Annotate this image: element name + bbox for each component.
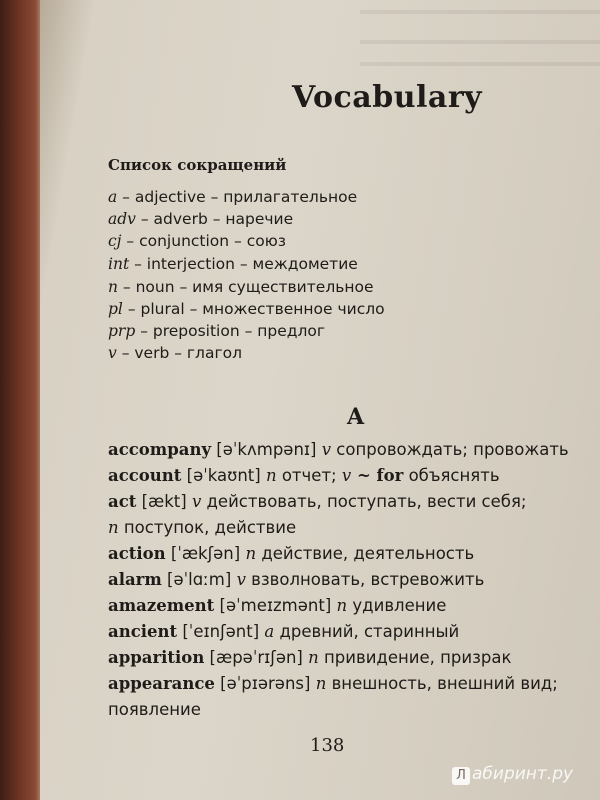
entry-meaning: удивление — [347, 596, 447, 615]
entry-transcription: [æpəˈrɪʃən] — [204, 648, 309, 667]
entry-meaning: взволновать, встревожить — [245, 570, 485, 589]
abbreviation-text: – adverb – наречие — [135, 210, 294, 228]
abbreviation-text: – preposition – предлог — [135, 322, 326, 340]
entry-part-of-speech: n — [336, 596, 348, 615]
entry-word: account — [108, 466, 182, 485]
abbreviation-item — [108, 255, 358, 273]
entry-part-of-speech: n — [108, 518, 119, 537]
vocabulary-entry — [108, 596, 446, 615]
entry-continuation — [108, 518, 296, 537]
abbreviation-item — [108, 322, 325, 340]
abbreviation-text: – plural – множественное число — [122, 300, 385, 318]
abbreviation-text: – noun – имя существительное — [117, 278, 374, 296]
entry-meaning: привидение, призрак — [318, 648, 512, 667]
abbreviation-item — [108, 188, 357, 206]
entry-word: apparition — [108, 648, 205, 667]
abbreviation-key: v — [108, 344, 117, 362]
entry-continuation-text: поступок, действие — [118, 518, 297, 537]
vocabulary-entry — [108, 674, 558, 693]
vocabulary-entry — [108, 544, 474, 563]
vocabulary-entry — [108, 492, 526, 511]
book-binding — [0, 0, 44, 800]
bleed-through-text — [360, 40, 600, 44]
entry-word: accompany — [108, 440, 212, 459]
entry-part-of-speech: a — [264, 622, 275, 641]
entry-transcription: [ˈeɪnʃənt] — [177, 622, 265, 641]
abbreviation-key: cj — [108, 232, 122, 250]
abbreviation-item — [108, 232, 286, 250]
abbreviation-key: adv — [108, 210, 136, 228]
entry-transcription: [əˈkʌmpənɪ] — [211, 440, 322, 459]
entry-transcription: [əˈpɪərəns] — [214, 674, 316, 693]
entry-extra-meaning: объяснять — [403, 466, 500, 485]
abbreviations-heading: Список сокращений — [108, 156, 287, 174]
abbreviation-text: – conjunction – союз — [121, 232, 286, 250]
entry-part-of-speech: n — [245, 544, 257, 563]
entry-phrase: ~ for — [351, 466, 404, 485]
vocabulary-entry — [108, 648, 511, 667]
entry-part-of-speech: v — [236, 570, 246, 589]
entry-transcription: [ækt] — [136, 492, 192, 511]
entry-word: act — [108, 492, 137, 511]
abbreviation-key: a — [108, 188, 118, 206]
entry-continuation-text: появление — [108, 700, 201, 719]
entry-word: alarm — [108, 570, 162, 589]
abbreviation-item — [108, 278, 374, 296]
bleed-through-text — [360, 62, 600, 66]
vocabulary-entry — [108, 440, 569, 459]
entry-word: ancient — [108, 622, 178, 641]
abbreviation-key: prp — [108, 322, 136, 340]
bleed-through-text — [360, 10, 600, 14]
entry-part-of-speech: n — [315, 674, 327, 693]
entry-word: appearance — [108, 674, 215, 693]
entry-meaning: действие, деятельность — [256, 544, 475, 563]
page-number: 138 — [310, 735, 345, 756]
entry-part-of-speech-2: v — [341, 466, 352, 485]
watermark — [452, 764, 573, 785]
vocabulary-entry — [108, 466, 500, 485]
abbreviation-text: – adjective – прилагательное — [117, 188, 358, 206]
entry-transcription: [əˈmeɪzmənt] — [214, 596, 337, 615]
abbreviation-key: int — [108, 255, 130, 273]
labirint-logo-icon: Л — [452, 767, 470, 785]
entry-part-of-speech: v — [191, 492, 202, 511]
entry-transcription: [əˈlɑːm] — [161, 570, 237, 589]
abbreviation-text: – interjection – междометие — [129, 255, 358, 273]
abbreviation-item — [108, 210, 293, 228]
vocabulary-entry — [108, 622, 459, 641]
entry-meaning: внешность, внешний вид; — [326, 674, 558, 693]
abbreviation-text: – verb – глагол — [116, 344, 242, 362]
abbreviation-item — [108, 300, 385, 318]
watermark-text: абиринт.ру — [472, 764, 574, 784]
entry-part-of-speech: v — [321, 440, 332, 459]
entry-meaning: отчет; — [276, 466, 342, 485]
entry-part-of-speech: n — [308, 648, 319, 667]
section-letter: A — [347, 404, 365, 430]
abbreviation-key: pl — [108, 300, 123, 318]
entry-word: action — [108, 544, 166, 563]
entry-meaning: сопровождать; провожать — [331, 440, 569, 459]
entry-word: amazement — [108, 596, 215, 615]
vocabulary-entry — [108, 570, 484, 589]
entry-continuation — [108, 700, 201, 719]
page-title: Vocabulary — [292, 80, 483, 115]
abbreviation-key: n — [108, 278, 118, 296]
entry-meaning: древний, старинный — [274, 622, 460, 641]
entry-transcription: [ˈækʃən] — [165, 544, 246, 563]
entry-transcription: [əˈkaʊnt] — [181, 466, 266, 485]
entry-part-of-speech: n — [265, 466, 277, 485]
entry-meaning: действовать, поступать, вести себя; — [201, 492, 527, 511]
abbreviation-item — [108, 344, 242, 362]
